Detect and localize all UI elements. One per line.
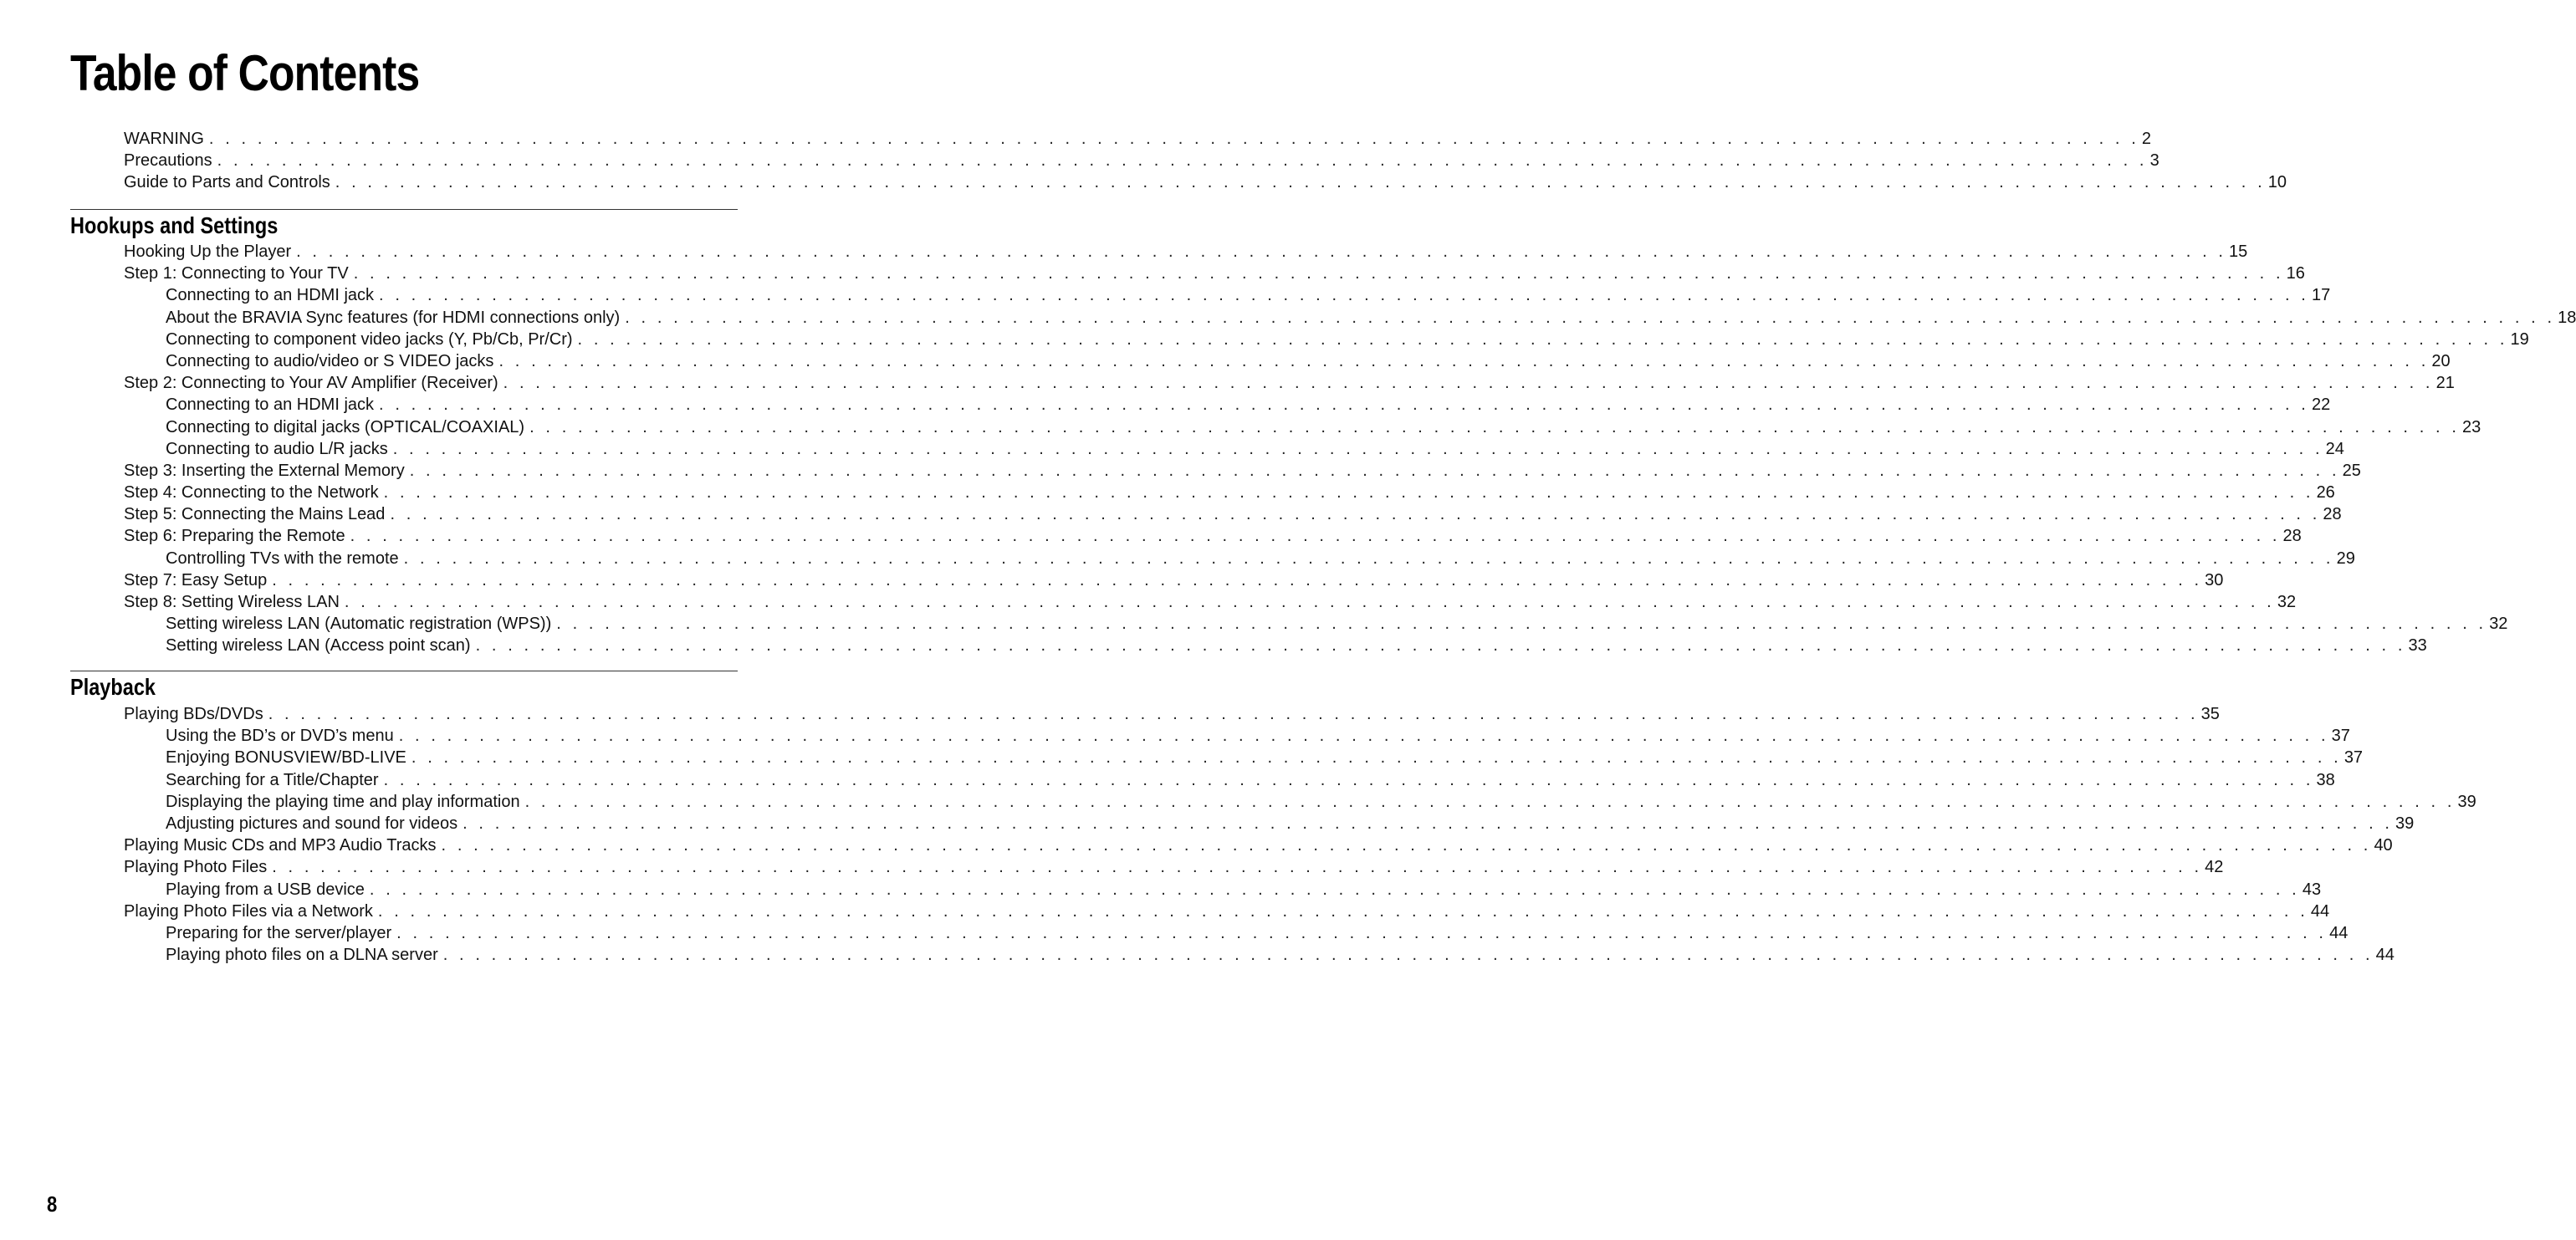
toc-subentry[interactable]: [124, 791, 2476, 813]
toc-entry-page: 43: [2302, 880, 2322, 899]
toc-entry-page: 26: [2316, 483, 2335, 503]
toc-entry-page: 30: [2205, 570, 2224, 589]
toc-entry[interactable]: [124, 525, 2302, 547]
section-heading-playback: Playback: [70, 674, 156, 700]
toc-entry-label: Displaying the playing time and play information: [166, 792, 520, 811]
toc-leader-dots: . . . . . . . . . . . . . . . . . . . . . . . . . . . . . . . . . . . . . . . . . . . . . . . . . . . . . . . . . . . . . . . . . . . . . . . . . . . . . . . . . . . . . . . . . . . . . . . . . . . . . . . . . . . . . . . . . . . . . . . .: [463, 814, 2394, 833]
toc-entry-label: WARNING: [124, 130, 204, 148]
toc-leader-dots: . . . . . . . . . . . . . . . . . . . . . . . . . . . . . . . . . . . . . . . . . . . . . . . . . . . . . . . . . . . . . . . . . . . . . . . . . . . . . . . . . . . . . . . . . . . . . . . . . . . . . . . . . . . . . . . . . . . . . . . .: [350, 527, 2281, 546]
toc-entry-label: Playing from a USB device: [166, 880, 365, 899]
toc-leader-dots: . . . . . . . . . . . . . . . . . . . . . . . . . . . . . . . . . . . . . . . . . . . . . . . . . . . . . . . . . . . . . . . . . . . . . . . . . . . . . . . . . . . . . . . . . . . . . . . . . . . . . . . . . . . . . . . . . . . . . . . .: [442, 946, 2374, 965]
toc-entry-label: Controlling TVs with the remote: [166, 549, 399, 568]
toc-subentry[interactable]: [124, 813, 2415, 834]
toc-entry-label: Preparing for the server/player: [166, 923, 392, 942]
toc-entry[interactable]: [124, 128, 2151, 150]
toc-entry[interactable]: [124, 482, 2335, 503]
toc-entry-page: 18: [2558, 308, 2576, 327]
toc-entry-page: 38: [2316, 770, 2335, 789]
toc-leader-dots: . . . . . . . . . . . . . . . . . . . . . . . . . . . . . . . . . . . . . . . . . . . . . . . . . . . . . . . . . . . . . . . . . . . . . . . . . . . . . . . . . . . . . . . . . . . . . . . . . . . . . . . . . . . . . . . . . . . . . . . .: [390, 505, 2321, 524]
toc-entry[interactable]: [124, 703, 2220, 725]
toc-leader-dots: . . . . . . . . . . . . . . . . . . . . . . . . . . . . . . . . . . . . . . . . . . . . . . . . . . . . . . . . . . . . . . . . . . . . . . . . . . . . . . . . . . . . . . . . . . . . . . . . . . . . . . . . . . . . . . . . . . . . . . . .: [379, 286, 2309, 305]
toc-subentry[interactable]: [124, 944, 2395, 966]
toc-entry-label: Connecting to component video jacks (Y, Pb/Cb, Pr/Cr): [166, 329, 573, 349]
toc-leader-dots: . . . . . . . . . . . . . . . . . . . . . . . . . . . . . . . . . . . . . . . . . . . . . . . . . . . . . . . . . . . . . . . . . . . . . . . . . . . . . . . . . . . . . . . . . . . . . . . . . . . . . . . . . . . . . . . . . . . . . . . .: [296, 242, 2227, 261]
toc-entry[interactable]: [124, 241, 2248, 263]
toc-leader-dots: . . . . . . . . . . . . . . . . . . . . . . . . . . . . . . . . . . . . . . . . . . . . . . . . . . . . . . . . . . . . . . . . . . . . . . . . . . . . . . . . . . . . . . . . . . . . . . . . . . . . . . . . . . . . . . . . . . . . . . . .: [272, 858, 2203, 877]
toc-subentry[interactable]: [124, 879, 2322, 901]
toc-entry-page: 37: [2331, 727, 2350, 746]
toc-subentry[interactable]: [124, 747, 2364, 768]
toc-subentry[interactable]: [124, 284, 2331, 306]
toc-leader-dots: . . . . . . . . . . . . . . . . . . . . . . . . . . . . . . . . . . . . . . . . . . . . . . . . . . . . . . . . . . . . . . . . . . . . . . . . . . . . . . . . . . . . . . . . . . . . . . . . . . . . . . . . . . . . . . . . . . . . . . . .: [625, 308, 2556, 327]
toc-entry-label: Step 2: Connecting to Your AV Amplifier (Receiver): [124, 374, 498, 393]
toc-entry-page: 24: [2325, 439, 2344, 458]
toc-entry-label: Playing BDs/DVDs: [124, 705, 263, 723]
toc-leader-dots: . . . . . . . . . . . . . . . . . . . . . . . . . . . . . . . . . . . . . . . . . . . . . . . . . . . . . . . . . . . . . . . . . . . . . . . . . . . . . . . . . . . . . . . . . . . . . . . . . . . . . . . . . . . . . . . . . . . . . . . .: [379, 395, 2309, 415]
toc-entry-page: 37: [2343, 748, 2364, 768]
toc-subentry[interactable]: [124, 394, 2331, 416]
toc-entry-label: Step 1: Connecting to Your TV: [124, 264, 349, 283]
toc-entry-page: 17: [2311, 286, 2331, 305]
toc-leader-dots: . . . . . . . . . . . . . . . . . . . . . . . . . . . . . . . . . . . . . . . . . . . . . . . . . . . . . . . . . . . . . . . . . . . . . . . . . . . . . . . . . . . . . . . . . . . . . . . . . . . . . . . . . . . . . . . . . . . . . . . .: [383, 770, 2314, 789]
toc-entry-label: Playing Music CDs and MP3 Audio Tracks: [124, 836, 437, 855]
toc-entry-page: 23: [2462, 417, 2481, 436]
toc-leader-dots: . . . . . . . . . . . . . . . . . . . . . . . . . . . . . . . . . . . . . . . . . . . . . . . . . . . . . . . . . . . . . . . . . . . . . . . . . . . . . . . . . . . . . . . . . . . . . . . . . . . . . . . . . . . . . . . . . . . . . . . .: [475, 636, 2406, 656]
toc-entry-label: Searching for a Title/Chapter: [166, 770, 379, 789]
toc-entry-label: Enjoying BONUSVIEW/BD-LIVE: [166, 748, 406, 768]
toc-entry-label: Connecting to audio L/R jacks: [166, 439, 388, 458]
toc-entry-label: Setting wireless LAN (Access point scan): [166, 636, 471, 656]
toc-entry-label: Playing Photo Files: [124, 858, 268, 877]
toc-leader-dots: . . . . . . . . . . . . . . . . . . . . . . . . . . . . . . . . . . . . . . . . . . . . . . . . . . . . . . . . . . . . . . . . . . . . . . . . . . . . . . . . . . . . . . . . . . . . . . . . . . . . . . . . . . . . . . . . . . . . . . . .: [369, 880, 2300, 899]
toc-entry-page: 39: [2395, 814, 2415, 833]
toc-subentry[interactable]: [124, 725, 2350, 747]
toc-leader-dots: . . . . . . . . . . . . . . . . . . . . . . . . . . . . . . . . . . . . . . . . . . . . . . . . . . . . . . . . . . . . . . . . . . . . . . . . . . . . . . . . . . . . . . . . . . . . . . . . . . . . . . . . . . . . . . . . . . . . . . . .: [268, 705, 2199, 723]
toc-entry-label: Guide to Parts and Controls: [124, 173, 330, 192]
toc-entry[interactable]: [124, 569, 2224, 591]
section-divider: [70, 209, 738, 210]
toc-subentry[interactable]: [124, 613, 2508, 635]
toc-subentry[interactable]: [124, 307, 2576, 329]
toc-entry[interactable]: [124, 263, 2305, 284]
toc-entry-page: 44: [2329, 923, 2349, 942]
toc-entry-page: 15: [2229, 242, 2248, 261]
toc-subentry[interactable]: [124, 769, 2335, 791]
toc-entry-page: 28: [2282, 527, 2302, 546]
toc-entry[interactable]: [124, 856, 2224, 878]
toc-entry-label: Step 7: Easy Setup: [124, 570, 268, 589]
toc-entry-label: Connecting to audio/video or S VIDEO jacks: [166, 351, 494, 370]
toc-entry-page: 32: [2489, 615, 2508, 634]
toc-entry-label: Playing Photo Files via a Network: [124, 901, 373, 921]
toc-hookups-list: [124, 241, 2576, 657]
toc-entry-page: 21: [2435, 374, 2455, 393]
toc-entry-page: 42: [2205, 858, 2224, 877]
toc-entry-page: 2: [2141, 130, 2151, 148]
toc-leader-dots: . . . . . . . . . . . . . . . . . . . . . . . . . . . . . . . . . . . . . . . . . . . . . . . . . . . . . . . . . . . . . . . . . . . . . . . . . . . . . . . . . . . . . . . . . . . . . . . . . . . . . . . . . . . . . . . . . . . . . . . .: [353, 264, 2284, 283]
toc-entry-label: Using the BD’s or DVD’s menu: [166, 727, 394, 746]
toc-entry[interactable]: [124, 901, 2330, 922]
toc-entry-page: 19: [2510, 329, 2529, 349]
toc-entry-page: 25: [2342, 461, 2361, 480]
page-title: Table of Contents: [70, 45, 420, 101]
toc-entry-label: Step 5: Connecting the Mains Lead: [124, 505, 386, 524]
toc-subentry[interactable]: [124, 548, 2355, 569]
page-number: 8: [47, 1192, 58, 1217]
toc-entry-page: 44: [2375, 946, 2395, 965]
toc-leader-dots: . . . . . . . . . . . . . . . . . . . . . . . . . . . . . . . . . . . . . . . . . . . . . . . . . . . . . . . . . . . . . . . . . . . . . . . . . . . . . . . . . . . . . . . . . . . . . . . . . . . . . . . . . . . . . . . . . . . . . . . .: [503, 374, 2434, 393]
toc-subentry[interactable]: [124, 922, 2349, 944]
toc-entry[interactable]: [124, 591, 2297, 613]
toc-entry-label: Step 8: Setting Wireless LAN: [124, 593, 340, 611]
toc-entry-label: Hooking Up the Player: [124, 242, 292, 261]
toc-subentry[interactable]: [124, 329, 2529, 350]
toc-entry-label: Connecting to digital jacks (OPTICAL/COAXIAL): [166, 417, 525, 436]
toc-entry-label: Playing photo files on a DLNA server: [166, 946, 438, 965]
toc-playback-list: [124, 703, 2476, 966]
toc-entry-page: 22: [2311, 395, 2331, 415]
toc-entry[interactable]: [124, 460, 2361, 482]
toc-leader-dots: . . . . . . . . . . . . . . . . . . . . . . . . . . . . . . . . . . . . . . . . . . . . . . . . . . . . . . . . . . . . . . . . . . . . . . . . . . . . . . . . . . . . . . . . . . . . . . . . . . . . . . . . . . . . . . . . . . . . . . . .: [383, 483, 2314, 503]
toc-leader-dots: . . . . . . . . . . . . . . . . . . . . . . . . . . . . . . . . . . . . . . . . . . . . . . . . . . . . . . . . . . . . . . . . . . . . . . . . . . . . . . . . . . . . . . . . . . . . . . . . . . . . . . . . . . . . . . . . . . . . . . . .: [344, 593, 2275, 611]
toc-leader-dots: . . . . . . . . . . . . . . . . . . . . . . . . . . . . . . . . . . . . . . . . . . . . . . . . . . . . . . . . . . . . . . . . . . . . . . . . . . . . . . . . . . . . . . . . . . . . . . . . . . . . . . . . . . . . . . . . . . . . . . . .: [398, 727, 2329, 746]
toc-entry-page: 3: [2149, 151, 2159, 171]
toc-entry-label: Step 3: Inserting the External Memory: [124, 461, 405, 480]
toc-leader-dots: . . . . . . . . . . . . . . . . . . . . . . . . . . . . . . . . . . . . . . . . . . . . . . . . . . . . . . . . . . . . . . . . . . . . . . . . . . . . . . . . . . . . . . . . . . . . . . . . . . . . . . . . . . . . . . . . . . . . . . . .: [403, 549, 2334, 568]
toc-entry-label: Setting wireless LAN (Automatic registration (WPS)): [166, 615, 552, 634]
toc-subentry[interactable]: [124, 438, 2344, 460]
toc-leader-dots: . . . . . . . . . . . . . . . . . . . . . . . . . . . . . . . . . . . . . . . . . . . . . . . . . . . . . . . . . . . . . . . . . . . . . . . . . . . . . . . . . . . . . . . . . . . . . . . . . . . . . . . . . . . . . . . . . . . . . . . .: [335, 173, 2266, 192]
toc-entry[interactable]: [124, 834, 2393, 856]
toc-leader-dots: . . . . . . . . . . . . . . . . . . . . . . . . . . . . . . . . . . . . . . . . . . . . . . . . . . . . . . . . . . . . . . . . . . . . . . . . . . . . . . . . . . . . . . . . . . . . . . . . . . . . . . . . . . . . . . . . . . . . . . . .: [411, 748, 2342, 768]
toc-entry-label: Precautions: [124, 151, 212, 171]
toc-entry-page: 20: [2431, 351, 2451, 370]
toc-entry-page: 44: [2310, 901, 2330, 921]
toc-subentry[interactable]: [124, 635, 2427, 656]
toc-leader-dots: . . . . . . . . . . . . . . . . . . . . . . . . . . . . . . . . . . . . . . . . . . . . . . . . . . . . . . . . . . . . . . . . . . . . . . . . . . . . . . . . . . . . . . . . . . . . . . . . . . . . . . . . . . . . . . . . . . . . . . . .: [272, 570, 2203, 589]
toc-entry[interactable]: [124, 150, 2159, 171]
toc-entry-page: 32: [2277, 593, 2297, 611]
toc-leader-dots: . . . . . . . . . . . . . . . . . . . . . . . . . . . . . . . . . . . . . . . . . . . . . . . . . . . . . . . . . . . . . . . . . . . . . . . . . . . . . . . . . . . . . . . . . . . . . . . . . . . . . . . . . . . . . . . . . . . . . . . .: [498, 351, 2430, 370]
toc-subentry[interactable]: [124, 416, 2481, 438]
toc-entry-page: 40: [2374, 836, 2393, 855]
toc-entry-label: About the BRAVIA Sync features (for HDMI connections only): [166, 308, 621, 327]
toc-entry[interactable]: [124, 171, 2287, 193]
toc-entry-page: 10: [2267, 173, 2287, 192]
toc-entry-page: 29: [2336, 549, 2355, 568]
toc-leader-dots: . . . . . . . . . . . . . . . . . . . . . . . . . . . . . . . . . . . . . . . . . . . . . . . . . . . . . . . . . . . . . . . . . . . . . . . . . . . . . . . . . . . . . . . . . . . . . . . . . . . . . . . . . . . . . . . . . . . . . . . .: [577, 329, 2508, 349]
toc-entry-label: Connecting to an HDMI jack: [166, 286, 375, 305]
toc-entry-label: Adjusting pictures and sound for videos: [166, 814, 458, 833]
toc-entry[interactable]: [124, 372, 2455, 394]
toc-subentry[interactable]: [124, 350, 2451, 372]
toc-leader-dots: . . . . . . . . . . . . . . . . . . . . . . . . . . . . . . . . . . . . . . . . . . . . . . . . . . . . . . . . . . . . . . . . . . . . . . . . . . . . . . . . . . . . . . . . . . . . . . . . . . . . . . . . . . . . . . . . . . . . . . . .: [556, 615, 2487, 634]
toc-leader-dots: . . . . . . . . . . . . . . . . . . . . . . . . . . . . . . . . . . . . . . . . . . . . . . . . . . . . . . . . . . . . . . . . . . . . . . . . . . . . . . . . . . . . . . . . . . . . . . . . . . . . . . . . . . . . . . . . . . . . . . . .: [441, 836, 2372, 855]
toc-entry-page: 39: [2457, 792, 2476, 811]
toc-entry-page: 16: [2286, 264, 2305, 283]
toc-leader-dots: . . . . . . . . . . . . . . . . . . . . . . . . . . . . . . . . . . . . . . . . . . . . . . . . . . . . . . . . . . . . . . . . . . . . . . . . . . . . . . . . . . . . . . . . . . . . . . . . . . . . . . . . . . . . . . . . . . . . . . . .: [377, 901, 2308, 921]
toc-leader-dots: . . . . . . . . . . . . . . . . . . . . . . . . . . . . . . . . . . . . . . . . . . . . . . . . . . . . . . . . . . . . . . . . . . . . . . . . . . . . . . . . . . . . . . . . . . . . . . . . . . . . . . . . . . . . . . . . . . . . . . . .: [529, 417, 2460, 436]
toc-leader-dots: . . . . . . . . . . . . . . . . . . . . . . . . . . . . . . . . . . . . . . . . . . . . . . . . . . . . . . . . . . . . . . . . . . . . . . . . . . . . . . . . . . . . . . . . . . . . . . . . . . . . . . . . . . . . . . . . . . . . . . . .: [392, 439, 2323, 458]
toc-entry-label: Connecting to an HDMI jack: [166, 395, 375, 415]
toc-entry-page: 33: [2408, 636, 2427, 656]
section-heading-hookups: Hookups and Settings: [70, 212, 279, 238]
toc-entry-label: Step 6: Preparing the Remote: [124, 527, 345, 546]
toc-leader-dots: . . . . . . . . . . . . . . . . . . . . . . . . . . . . . . . . . . . . . . . . . . . . . . . . . . . . . . . . . . . . . . . . . . . . . . . . . . . . . . . . . . . . . . . . . . . . . . . . . . . . . . . . . . . . . . . . . . . . . . . .: [409, 461, 2340, 480]
toc-leader-dots: . . . . . . . . . . . . . . . . . . . . . . . . . . . . . . . . . . . . . . . . . . . . . . . . . . . . . . . . . . . . . . . . . . . . . . . . . . . . . . . . . . . . . . . . . . . . . . . . . . . . . . . . . . . . . . . . . . . . . . . .: [217, 151, 2148, 171]
toc-leader-dots: . . . . . . . . . . . . . . . . . . . . . . . . . . . . . . . . . . . . . . . . . . . . . . . . . . . . . . . . . . . . . . . . . . . . . . . . . . . . . . . . . . . . . . . . . . . . . . . . . . . . . . . . . . . . . . . . . . . . . . . .: [396, 923, 2328, 942]
toc-leader-dots: . . . . . . . . . . . . . . . . . . . . . . . . . . . . . . . . . . . . . . . . . . . . . . . . . . . . . . . . . . . . . . . . . . . . . . . . . . . . . . . . . . . . . . . . . . . . . . . . . . . . . . . . . . . . . . . . . . . . . . . .: [524, 792, 2456, 811]
toc-entry-page: 35: [2200, 705, 2220, 723]
toc-entry-label: Step 4: Connecting to the Network: [124, 483, 379, 503]
toc-intro-list: [124, 128, 2287, 194]
toc-entry-page: 28: [2323, 505, 2342, 524]
toc-leader-dots: . . . . . . . . . . . . . . . . . . . . . . . . . . . . . . . . . . . . . . . . . . . . . . . . . . . . . . . . . . . . . . . . . . . . . . . . . . . . . . . . . . . . . . . . . . . . . . . . . . . . . . . . . . . . . . . . . . . . . . . .: [208, 130, 2139, 148]
toc-entry[interactable]: [124, 503, 2342, 525]
